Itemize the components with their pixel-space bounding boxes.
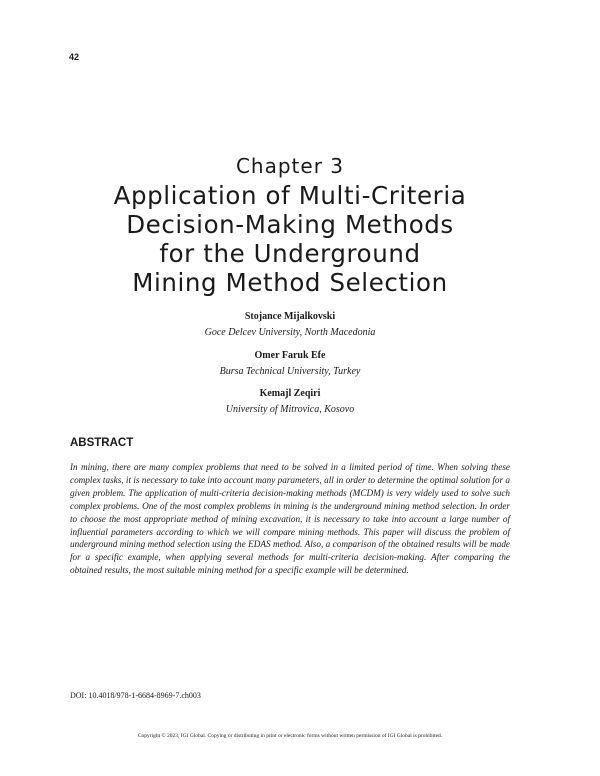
- page-number: 42: [69, 52, 80, 62]
- author-name: Omer Faruk Efe: [254, 350, 326, 361]
- author-affiliation: Bursa Technical University, Turkey: [219, 366, 361, 377]
- author-name: Stojance Mijalkovski: [244, 311, 336, 322]
- title-line: Mining Method Selection: [132, 268, 448, 297]
- copyright-notice: Copyright © 2023, IGI Global. Copying or distributing in print or electronic forms without written permission of IGI Global is prohibited.: [137, 733, 443, 739]
- author-name: Kemajl Zeqiri: [259, 388, 321, 399]
- chapter-label: Chapter 3: [235, 154, 345, 178]
- title-line: for the Underground: [159, 239, 421, 268]
- author-affiliation: University of Mitrovica, Kosovo: [225, 404, 355, 415]
- title-line: Decision-Making Methods: [126, 210, 454, 239]
- author-affiliation: Goce Delcev University, North Macedonia: [204, 327, 376, 338]
- title-line: Application of Multi-Criteria: [113, 181, 467, 210]
- abstract-text: In mining, there are many complex problems that need to be solved in a limited period of time. When solving these complex tasks, it is necessary to take into account many parameters, all in order to determine the optimal solution for a given problem. The application of multi-criteria decision-making methods (MCDM) is very widely used to solve such complex problems. One of the most complex problems in mining is the underground mining method selection. In order to choose the most appropriate method of mining excavation, it is necessary to take into account a large number of influential parameters according to which we will compare mining methods. This paper will discuss the problem of underground mining method selection using the EDAS method. Also, a comparison of the obtained results will be made for a specific example, when applying several methods for multi-criteria decision-making. After comparing the obtained results, the most suitable mining method for a specific example will be determined.: [70, 462, 510, 576]
- abstract-heading: ABSTRACT: [70, 437, 134, 449]
- doi: DOI: 10.4018/978-1-6684-8969-7.ch003: [70, 691, 201, 700]
- chapter-title: [40, 181, 540, 297]
